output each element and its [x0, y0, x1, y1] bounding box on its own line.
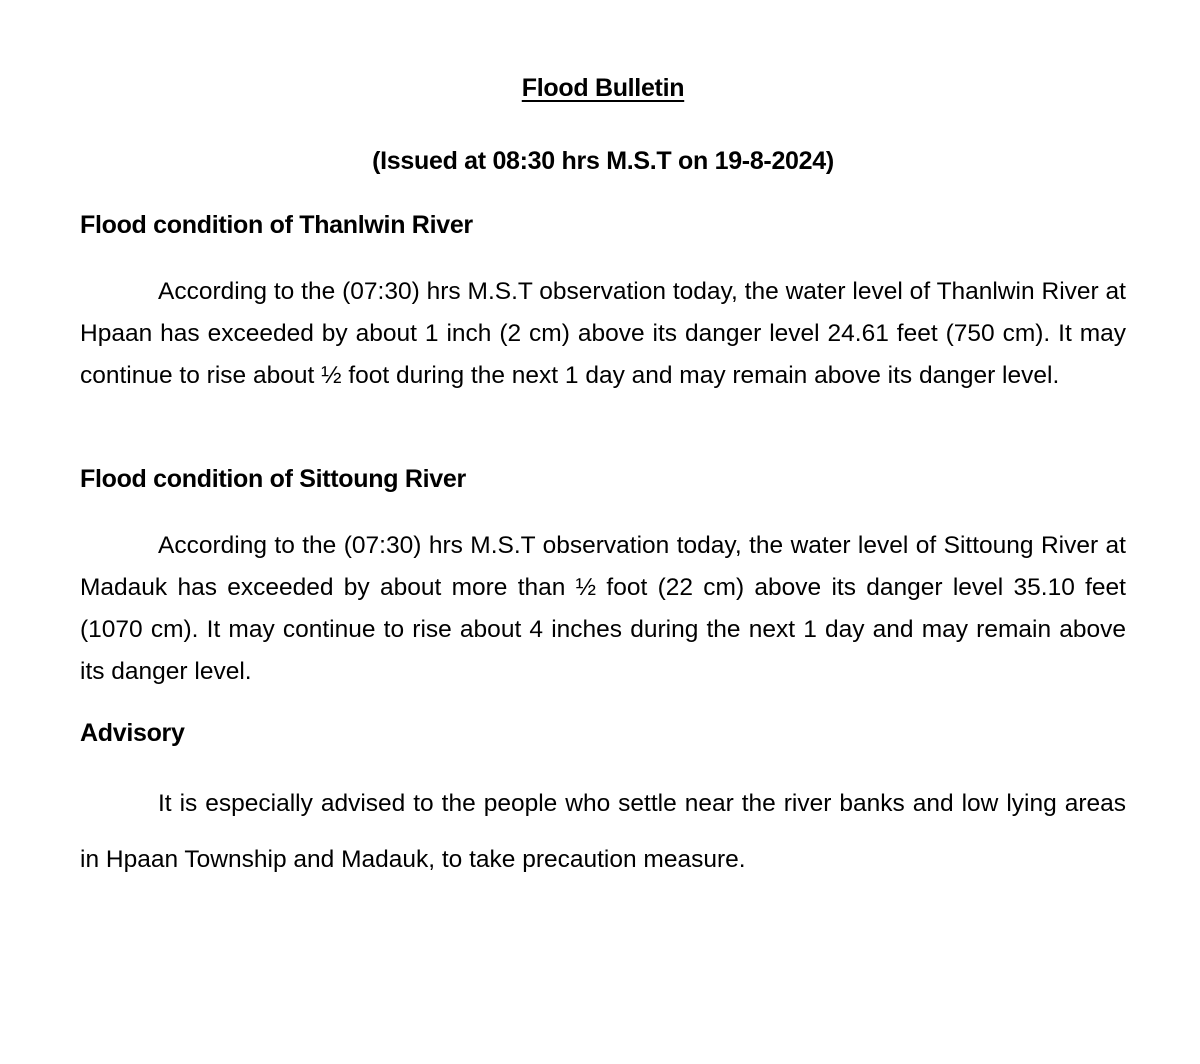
sittoung-heading: Flood condition of Sittoung River — [80, 465, 466, 493]
advisory-paragraph: It is especially advised to the people who settle near the river banks and low lying areas in Hpaan Township and Madauk, to take precaution measure. — [80, 790, 1126, 873]
bulletin-title: Flood Bulletin — [521, 74, 685, 102]
sittoung-paragraph: According to the (07:30) hrs M.S.T observation today, the water level of Sittoung River at Madauk has exceeded by about more than ½ foot (22 cm) above its danger level 35.10 feet (1070 cm). It may continue to rise about 4 inches during the next 1 day and may remain above its danger level. — [80, 532, 1126, 685]
thanlwin-paragraph: According to the (07:30) hrs M.S.T observation today, the water level of Thanlwin River at Hpaan has exceeded by about 1 inch (2 cm) above its danger level 24.61 feet (750 cm). It may continue to rise about ½ foot during the next 1 day and may remain above its danger level. — [80, 278, 1126, 389]
thanlwin-heading: Flood condition of Thanlwin River — [80, 211, 473, 239]
issued-time: (Issued at 08:30 hrs M.S.T on 19-8-2024) — [372, 147, 834, 175]
advisory-heading: Advisory — [80, 719, 185, 747]
